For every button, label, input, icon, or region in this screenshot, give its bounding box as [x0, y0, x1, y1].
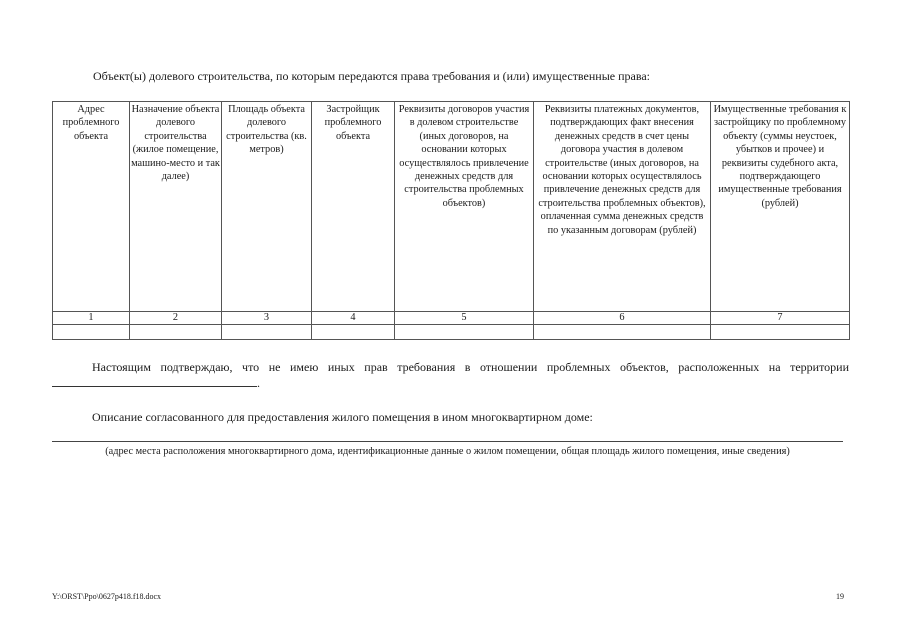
column-number: 7: [711, 312, 850, 325]
header-cell-area: Площадь объекта долевого строительства (кв. метров): [222, 102, 312, 312]
table-cell[interactable]: [534, 325, 711, 340]
column-number: 5: [395, 312, 534, 325]
confirmation-period: .: [257, 376, 260, 390]
description-label: Описание согласованного для предоставления жилого помещения в ином многоквартирном доме:: [92, 410, 593, 424]
footer-file-path: Y:\ORST\Ppo\0627p418.f18.docx: [52, 592, 162, 601]
column-number: 4: [312, 312, 395, 325]
header-cell-purpose: Назначение объекта долевого строительства (жилое помещение, машино-место и так далее): [130, 102, 222, 312]
column-number-row: [53, 312, 850, 325]
table-cell[interactable]: [395, 325, 534, 340]
column-number: 3: [222, 312, 312, 325]
confirmation-paragraph: [52, 360, 849, 391]
header-cell-property-claims: Имущественные требования к застройщику по проблемному объекту (суммы неустоек, убытков и прочее) и реквизиты судебного акта, подтверждающего имущественные требования (рублей): [711, 102, 850, 312]
header-cell-developer: Застройщик проблемного объекта: [312, 102, 395, 312]
header-cell-payment-details: Реквизиты платежных документов, подтверждающих факт внесения денежных средств в счет цены договора участия в долевом строительстве (иных договоров, на основании которых осуществлялось привлечение денежных средств для строительства проблемных объектов), оплаченная сумма денежных средств по указанным договорам (рублей): [534, 102, 711, 312]
description-fill-line[interactable]: [52, 441, 843, 442]
column-number: 6: [534, 312, 711, 325]
column-number: 2: [130, 312, 222, 325]
table-row: [53, 325, 850, 340]
table-cell[interactable]: [130, 325, 222, 340]
footer-page-number: 19: [836, 592, 844, 601]
header-cell-contract-details: Реквизиты договоров участия в долевом строительстве (иных договоров, на основании которых осуществлялось привлечение денежных средств для строительства проблемных объектов): [395, 102, 534, 312]
table-header-row: [53, 102, 850, 312]
confirmation-text: Настоящим подтверждаю, что не имею иных прав требования в отношении проблемных объектов, расположенных на территории: [92, 360, 849, 374]
table-cell[interactable]: [312, 325, 395, 340]
table-cell[interactable]: [711, 325, 850, 340]
table-cell[interactable]: [222, 325, 312, 340]
intro-text: Объект(ы) долевого строительства, по которым передаются права требования и (или) имущественные права:: [93, 69, 651, 83]
header-cell-address: Адрес проблемного объекта: [53, 102, 130, 312]
table-cell[interactable]: [53, 325, 130, 340]
objects-table: [52, 101, 850, 340]
column-number: 1: [53, 312, 130, 325]
territory-fill-line[interactable]: [52, 375, 257, 387]
description-caption: (адрес места расположения многоквартирного дома, идентификационные данные о жилом помещении, общая площадь жилого помещения, иные сведения): [105, 446, 790, 457]
